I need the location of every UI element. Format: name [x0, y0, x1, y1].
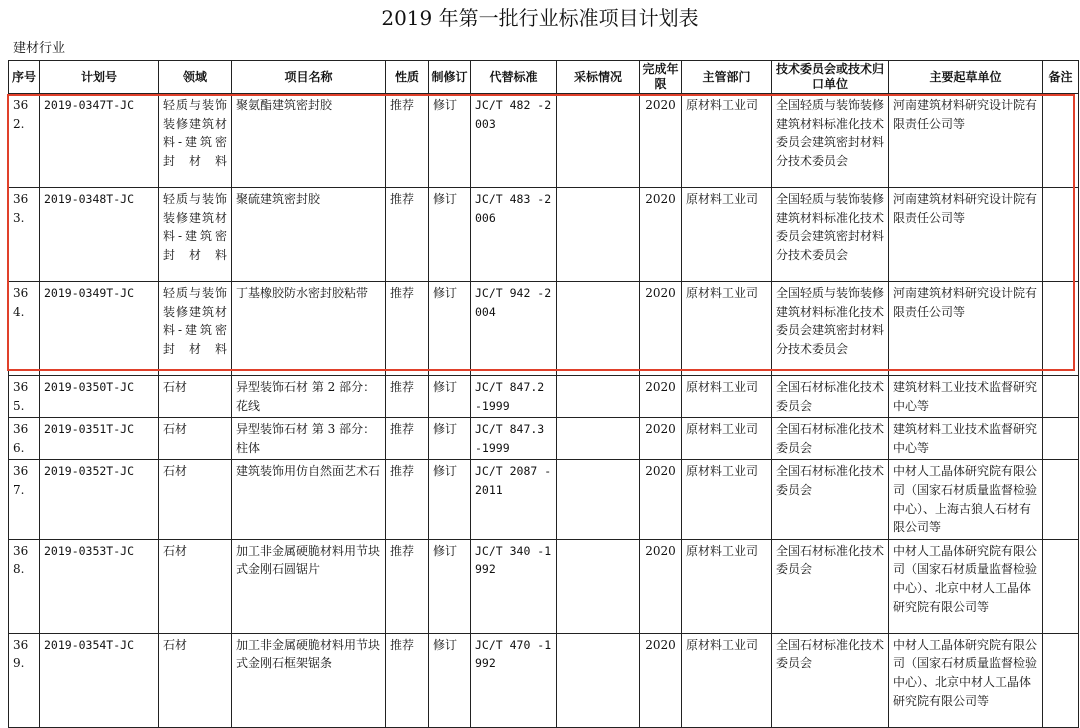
- table-header: [9, 61, 1079, 94]
- header-name: 项目名称: [232, 61, 386, 94]
- cell-replace: JC/T 482 -2003: [471, 94, 557, 188]
- cell-replace: JC/T 340 -1992: [471, 539, 557, 633]
- cell-revise: 修订: [429, 539, 471, 633]
- page-title: 2019 年第一批行业标准项目计划表: [381, 6, 699, 30]
- cell-remark: [1043, 94, 1079, 188]
- cell-plan: 2019-0353T-JC: [40, 539, 159, 633]
- table-row: [9, 633, 1079, 727]
- header-plan: 计划号: [40, 61, 159, 94]
- cell-nature: 推荐: [386, 539, 429, 633]
- header-row: [9, 61, 1079, 94]
- header-remark: 备注: [1043, 61, 1079, 94]
- header-nature: 性质: [386, 61, 429, 94]
- cell-no: 369.: [9, 633, 40, 727]
- cell-year: 2020: [640, 418, 682, 460]
- table-row: [9, 460, 1079, 539]
- cell-remark: [1043, 539, 1079, 633]
- cell-name: 聚氨酯建筑密封胶: [232, 94, 386, 188]
- cell-no: 368.: [9, 539, 40, 633]
- cell-no: 367.: [9, 460, 40, 539]
- cell-remark: [1043, 282, 1079, 376]
- cell-drafter: 中材人工晶体研究院有限公司（国家石材质量监督检验中心）、北京中材人工晶体研究院有限公司等: [889, 539, 1043, 633]
- cell-plan: 2019-0347T-JC: [40, 94, 159, 188]
- cell-field: 轻质与装饰装修建筑材料-建筑密封材料: [159, 282, 232, 376]
- cell-remark: [1043, 418, 1079, 460]
- header-replace: 代替标准: [471, 61, 557, 94]
- cell-plan: 2019-0350T-JC: [40, 376, 159, 418]
- cell-committee: 全国石材标准化技术委员会: [772, 376, 889, 418]
- header-revise: 制修订: [429, 61, 471, 94]
- cell-adopt: [557, 460, 640, 539]
- cell-revise: 修订: [429, 418, 471, 460]
- cell-committee: 全国石材标准化技术委员会: [772, 418, 889, 460]
- cell-no: 364.: [9, 282, 40, 376]
- cell-year: 2020: [640, 188, 682, 282]
- cell-plan: 2019-0352T-JC: [40, 460, 159, 539]
- cell-replace: JC/T 2087 -2011: [471, 460, 557, 539]
- cell-committee: 全国石材标准化技术委员会: [772, 460, 889, 539]
- cell-nature: 推荐: [386, 418, 429, 460]
- header-field: 领域: [159, 61, 232, 94]
- cell-drafter: 建筑材料工业技术监督研究中心等: [889, 376, 1043, 418]
- cell-name: 异型装饰石材 第 3 部分：柱体: [232, 418, 386, 460]
- header-adopt: 采标情况: [557, 61, 640, 94]
- cell-dept: 原材料工业司: [682, 460, 772, 539]
- cell-adopt: [557, 418, 640, 460]
- cell-replace: JC/T 470 -1992: [471, 633, 557, 727]
- cell-nature: 推荐: [386, 633, 429, 727]
- header-no: 序号: [9, 61, 40, 94]
- cell-field: 轻质与装饰装修建筑材料-建筑密封材料: [159, 94, 232, 188]
- cell-name: 聚硫建筑密封胶: [232, 188, 386, 282]
- cell-plan: 2019-0351T-JC: [40, 418, 159, 460]
- standards-plan-table: [8, 60, 1079, 728]
- cell-dept: 原材料工业司: [682, 282, 772, 376]
- cell-remark: [1043, 188, 1079, 282]
- cell-drafter: 河南建筑材料研究设计院有限责任公司等: [889, 282, 1043, 376]
- cell-replace: JC/T 942 -2004: [471, 282, 557, 376]
- cell-drafter: 建筑材料工业技术监督研究中心等: [889, 418, 1043, 460]
- cell-name: 加工非金属硬脆材料用节块式金刚石框架锯条: [232, 633, 386, 727]
- cell-field: 石材: [159, 539, 232, 633]
- table-row: [9, 376, 1079, 418]
- cell-dept: 原材料工业司: [682, 376, 772, 418]
- cell-revise: 修订: [429, 460, 471, 539]
- cell-year: 2020: [640, 633, 682, 727]
- cell-nature: 推荐: [386, 376, 429, 418]
- cell-dept: 原材料工业司: [682, 539, 772, 633]
- header-year: 完成年限: [640, 61, 682, 94]
- cell-drafter: 河南建筑材料研究设计院有限责任公司等: [889, 188, 1043, 282]
- cell-dept: 原材料工业司: [682, 418, 772, 460]
- cell-dept: 原材料工业司: [682, 188, 772, 282]
- cell-replace: JC/T 847.3 -1999: [471, 418, 557, 460]
- header-drafter: 主要起草单位: [889, 61, 1043, 94]
- cell-field: 石材: [159, 633, 232, 727]
- cell-year: 2020: [640, 460, 682, 539]
- section-label: 建材行业: [13, 41, 66, 56]
- cell-name: 异型装饰石材 第 2 部分：花线: [232, 376, 386, 418]
- cell-no: 366.: [9, 418, 40, 460]
- table-row: [9, 539, 1079, 633]
- cell-year: 2020: [640, 94, 682, 188]
- cell-plan: 2019-0349T-JC: [40, 282, 159, 376]
- cell-remark: [1043, 633, 1079, 727]
- cell-no: 363.: [9, 188, 40, 282]
- cell-adopt: [557, 188, 640, 282]
- cell-year: 2020: [640, 282, 682, 376]
- cell-field: 石材: [159, 376, 232, 418]
- cell-nature: 推荐: [386, 460, 429, 539]
- cell-adopt: [557, 633, 640, 727]
- cell-adopt: [557, 94, 640, 188]
- cell-revise: 修订: [429, 282, 471, 376]
- cell-remark: [1043, 376, 1079, 418]
- cell-dept: 原材料工业司: [682, 633, 772, 727]
- cell-nature: 推荐: [386, 282, 429, 376]
- cell-name: 加工非金属硬脆材料用节块式金刚石圆锯片: [232, 539, 386, 633]
- header-dept: 主管部门: [682, 61, 772, 94]
- cell-plan: 2019-0354T-JC: [40, 633, 159, 727]
- table-row: [9, 188, 1079, 282]
- cell-committee: 全国石材标准化技术委员会: [772, 539, 889, 633]
- cell-no: 365.: [9, 376, 40, 418]
- cell-adopt: [557, 539, 640, 633]
- cell-committee: 全国轻质与装饰装修建筑材料标准化技术委员会建筑密封材料分技术委员会: [772, 94, 889, 188]
- table-row: [9, 282, 1079, 376]
- cell-drafter: 中材人工晶体研究院有限公司（国家石材质量监督检验中心）、北京中材人工晶体研究院有限公司等: [889, 633, 1043, 727]
- cell-drafter: 中材人工晶体研究院有限公司（国家石材质量监督检验中心）、上海古狼人石材有限公司等: [889, 460, 1043, 539]
- cell-adopt: [557, 282, 640, 376]
- cell-revise: 修订: [429, 376, 471, 418]
- table-row: [9, 418, 1079, 460]
- cell-name: 丁基橡胶防水密封胶粘带: [232, 282, 386, 376]
- cell-year: 2020: [640, 376, 682, 418]
- cell-adopt: [557, 376, 640, 418]
- cell-drafter: 河南建筑材料研究设计院有限责任公司等: [889, 94, 1043, 188]
- cell-revise: 修订: [429, 188, 471, 282]
- cell-committee: 全国轻质与装饰装修建筑材料标准化技术委员会建筑密封材料分技术委员会: [772, 188, 889, 282]
- cell-remark: [1043, 460, 1079, 539]
- table-row: [9, 94, 1079, 188]
- cell-plan: 2019-0348T-JC: [40, 188, 159, 282]
- cell-revise: 修订: [429, 94, 471, 188]
- cell-nature: 推荐: [386, 94, 429, 188]
- cell-dept: 原材料工业司: [682, 94, 772, 188]
- cell-name: 建筑装饰用仿自然面艺术石: [232, 460, 386, 539]
- cell-replace: JC/T 483 -2006: [471, 188, 557, 282]
- cell-revise: 修订: [429, 633, 471, 727]
- table-body: [9, 94, 1079, 728]
- cell-field: 石材: [159, 418, 232, 460]
- cell-nature: 推荐: [386, 188, 429, 282]
- cell-field: 石材: [159, 460, 232, 539]
- cell-year: 2020: [640, 539, 682, 633]
- cell-replace: JC/T 847.2 -1999: [471, 376, 557, 418]
- cell-no: 362.: [9, 94, 40, 188]
- cell-committee: 全国轻质与装饰装修建筑材料标准化技术委员会建筑密封材料分技术委员会: [772, 282, 889, 376]
- cell-field: 轻质与装饰装修建筑材料-建筑密封材料: [159, 188, 232, 282]
- header-committee: 技术委员会或技术归口单位: [772, 61, 889, 94]
- cell-committee: 全国石材标准化技术委员会: [772, 633, 889, 727]
